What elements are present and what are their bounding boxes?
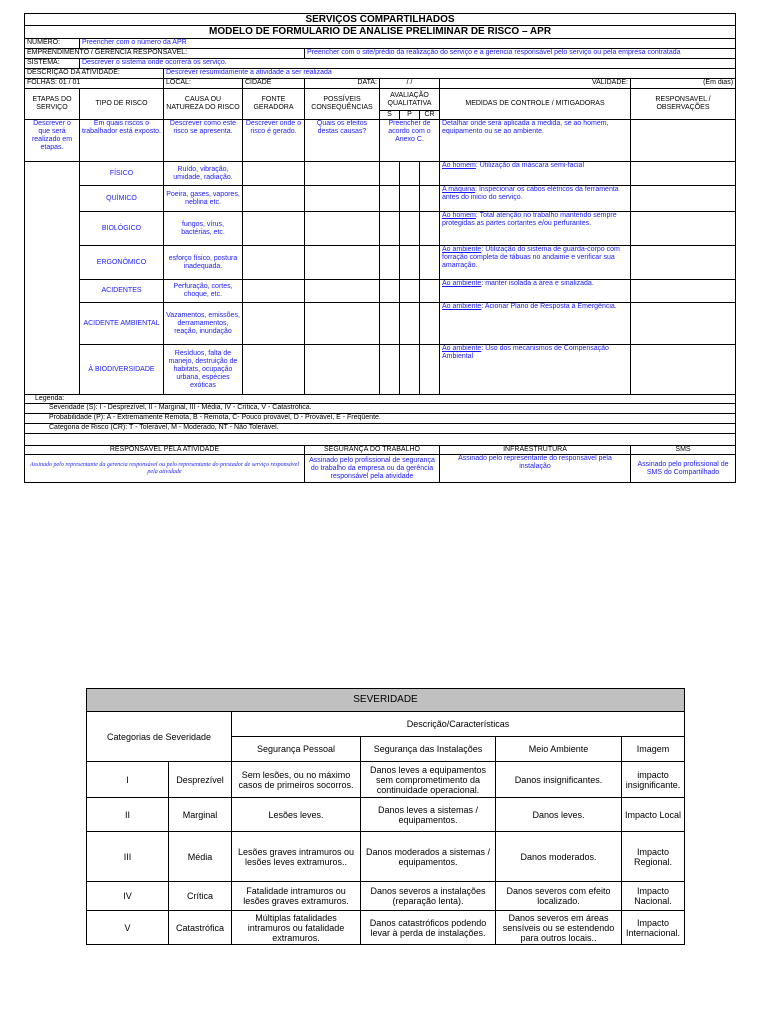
risk-measure: [440, 212, 631, 246]
cr-cell[interactable]: [420, 303, 440, 345]
instr-etapas[interactable]: Descrever o que será realizado em etapas.: [25, 120, 80, 162]
risk-row: [25, 345, 736, 395]
measure-text: : Utilização da máscara semi-facial: [475, 162, 585, 169]
header-conseq: POSSÍVEIS CONSEQUÊNCIAS: [305, 89, 380, 120]
resp-cell[interactable]: [631, 212, 736, 246]
p-cell[interactable]: [400, 280, 420, 303]
emp-label: EMPRENDIMENTO / GERÊNCIA RESPONSÁVEL:: [25, 49, 305, 59]
cr-cell[interactable]: [420, 186, 440, 212]
risk-type: ERGONÔMICO: [80, 246, 164, 280]
sig-sms-desc[interactable]: Assinado pelo profissional de SMS do Compartilhado: [631, 455, 736, 483]
validade-label: VALIDADE:: [440, 79, 631, 89]
measure-prefix: Ao ambiente: [442, 303, 482, 310]
severity-num: II: [87, 798, 169, 832]
folhas: FOLHAS: 01 / 01: [25, 79, 164, 89]
col-header: Segurança Pessoal: [232, 737, 361, 762]
measure-text: : Inspecionar os cabos elétricos da ferramenta antes do inicio do serviço.: [442, 186, 619, 201]
cat-header: Categorias de Severidade: [87, 712, 232, 762]
measure-text: : Utilização do sistema de guarda-corpo com forração completa de tábuas no andaime e verificar sua amarração.: [442, 246, 620, 269]
severity-num: III: [87, 832, 169, 882]
resp-cell[interactable]: [631, 246, 736, 280]
severity-c4: Impacto Regional.: [622, 832, 685, 882]
sig-resp-label: RESPONSÁVEL PELA ATIVIDADE: [25, 446, 305, 455]
measure-text: : Acionar Plano de Resposta à Emergência.: [481, 303, 617, 310]
severity-row: [87, 798, 685, 832]
instr-conseq[interactable]: Quais os efeitos destas causas?: [305, 120, 380, 162]
p-cell[interactable]: [400, 246, 420, 280]
instr-causa[interactable]: Descrever como este risco se apresenta.: [164, 120, 243, 162]
sistema-label: SISTEMA:: [25, 59, 80, 69]
risk-type: FÍSICO: [80, 162, 164, 186]
fonte-cell[interactable]: [243, 280, 305, 303]
risk-measure: [440, 186, 631, 212]
instr-resp[interactable]: [631, 120, 736, 162]
fonte-cell[interactable]: [243, 345, 305, 395]
sig-seg-label: SEGURANÇA DO TRABALHO: [305, 446, 440, 455]
cr-cell[interactable]: [420, 212, 440, 246]
p-cell[interactable]: [400, 303, 420, 345]
col-header: Meio Ambiente: [496, 737, 622, 762]
risk-measure: [440, 280, 631, 303]
severity-c4: Impacto Internacional.: [622, 911, 685, 945]
sistema-value[interactable]: Descrever o sistema onde ocorrerá os serviço.: [80, 59, 736, 69]
severity-c2: Danos leves a equipamentos sem comprometimento da continuidade operacional.: [361, 762, 496, 798]
s-cell[interactable]: [380, 246, 400, 280]
sig-sms-label: SMS: [631, 446, 736, 455]
measure-text: : Total atenção no trabalho mantendo sempre protegidas as partes cortantes e/ou perfurantes.: [442, 212, 617, 227]
severity-name: Crítica: [169, 882, 232, 911]
header-s: S: [380, 111, 400, 120]
severity-num: V: [87, 911, 169, 945]
data-label: DATA:: [305, 79, 380, 89]
legenda-categoria: Categoria de Risco (CR): T - Tolerável, M - Moderado, NT - Não Tolerável.: [25, 424, 736, 434]
severity-c2: Danos severos a instalações (reparação lenta).: [361, 882, 496, 911]
risk-measure: [440, 246, 631, 280]
severity-name: Marginal: [169, 798, 232, 832]
severity-c3: Danos leves.: [496, 798, 622, 832]
numero-label: NUMERO:: [25, 39, 80, 49]
legenda-severidade: Severidade (S): I - Desprezível, II - Marginal, III - Média, IV - Crítica, V - Catastrófica.: [25, 404, 736, 414]
conseq-cell[interactable]: [305, 280, 380, 303]
s-cell[interactable]: [380, 162, 400, 186]
cr-cell[interactable]: [420, 246, 440, 280]
header-fonte: FONTE GERADORA: [243, 89, 305, 120]
resp-cell[interactable]: [631, 345, 736, 395]
risk-cause: Perfuração, cortes, choque, etc.: [164, 280, 243, 303]
risk-row: [25, 246, 736, 280]
instr-fonte[interactable]: Descrever onde o risco é gerado.: [243, 120, 305, 162]
col-header: Imagem: [622, 737, 685, 762]
measure-prefix: A máquina: [442, 186, 476, 193]
sig-infra-label: INFRAESTRUTURA: [440, 446, 631, 455]
conseq-cell[interactable]: [305, 246, 380, 280]
severity-num: I: [87, 762, 169, 798]
desc-label: DESCRIÇÃO DA ATIVIDADE:: [25, 69, 164, 79]
s-cell[interactable]: [380, 280, 400, 303]
risk-row: [25, 186, 736, 212]
cidade-label: CIDADE: [243, 79, 305, 89]
header-p: P: [400, 111, 420, 120]
header-medidas: MEDIDAS DE CONTROLE / MITIGADORAS: [440, 89, 631, 120]
measure-prefix: Ao ambiente: [442, 280, 482, 287]
header-causa: CAUSA OU NATUREZA DO RISCO: [164, 89, 243, 120]
apr-form: [24, 13, 736, 483]
risk-row: [25, 162, 736, 186]
severidade-table: [86, 688, 685, 945]
risk-cause: Poeira, gases, vapores, neblina etc.: [164, 186, 243, 212]
local-label: LOCAL:: [164, 79, 243, 89]
instr-aval[interactable]: Preencher de acordo com o Anexo C.: [380, 120, 440, 162]
severity-c1: Múltiplas fatalidades intramuros ou fatalidade extramuros.: [232, 911, 361, 945]
conseq-cell[interactable]: [305, 303, 380, 345]
severity-c1: Sem lesões, ou no máximo casos de primeiros socorros.: [232, 762, 361, 798]
p-cell[interactable]: [400, 162, 420, 186]
severity-name: Catastrófica: [169, 911, 232, 945]
p-cell[interactable]: [400, 186, 420, 212]
instr-medidas[interactable]: Detalhar onde será aplicada a medida, se ao homem, equipamento ou se ao ambiente.: [440, 120, 631, 162]
cr-cell[interactable]: [420, 280, 440, 303]
fonte-cell[interactable]: [243, 246, 305, 280]
risk-type: ACIDENTES: [80, 280, 164, 303]
severity-c2: Danos leves a sistemas / equipamentos.: [361, 798, 496, 832]
emp-value[interactable]: Preencher com o site/prédio da realização do serviço e a gerencia responsável pelo serviço ou pela empresa contratada: [305, 49, 736, 59]
fonte-cell[interactable]: [243, 162, 305, 186]
risk-type: QUÍMICO: [80, 186, 164, 212]
severity-name: Desprezível: [169, 762, 232, 798]
fonte-cell[interactable]: [243, 186, 305, 212]
measure-prefix: Ao ambiente: [442, 246, 482, 253]
risk-measure: [440, 162, 631, 186]
resp-cell[interactable]: [631, 162, 736, 186]
severity-row: [87, 762, 685, 798]
risk-type: À BIODIVERSIDADE: [80, 345, 164, 395]
header-tipo: TIPO DE RISCO: [80, 89, 164, 120]
etapas-cell[interactable]: [25, 162, 80, 395]
measure-prefix: Ao homem: [442, 162, 476, 169]
severity-c4: Impacto Nacional.: [622, 882, 685, 911]
risk-row: [25, 280, 736, 303]
risk-cause: esforço físico, postura inadequada.: [164, 246, 243, 280]
s-cell[interactable]: [380, 212, 400, 246]
cr-cell[interactable]: [420, 345, 440, 395]
instr-tipo[interactable]: Em quais riscos o trabalhador está exposto.: [80, 120, 164, 162]
risk-cause: fungos, vírus, bactérias, etc.: [164, 212, 243, 246]
sig-seg-desc[interactable]: Assinado pelo profissional de segurança do trabalho da empresa ou da gerência responsável pela atividade: [305, 455, 440, 483]
risk-cause: Resíduos, falta de manejo, destruição de habitats, ocupação urbana, espécies exóticas: [164, 345, 243, 395]
s-cell[interactable]: [380, 186, 400, 212]
risk-type: ACIDENTE AMBIENTAL: [80, 303, 164, 345]
severity-name: Média: [169, 832, 232, 882]
severity-c1: Lesões graves intramuros ou lesões leves extramuros..: [232, 832, 361, 882]
conseq-cell[interactable]: [305, 162, 380, 186]
conseq-cell[interactable]: [305, 345, 380, 395]
severity-c2: Danos catastróficos podendo levar à perda de instalações.: [361, 911, 496, 945]
risk-type: BIOLÓGICO: [80, 212, 164, 246]
numero-value[interactable]: Preencher com o número da APR: [80, 39, 736, 49]
conseq-cell[interactable]: [305, 186, 380, 212]
resp-cell[interactable]: [631, 303, 736, 345]
severity-c2: Danos moderados a sistemas / equipamentos.: [361, 832, 496, 882]
measure-text: : manter isolada a área e sinalizada.: [481, 280, 594, 287]
fonte-cell[interactable]: [243, 212, 305, 246]
measure-prefix: Ao ambiente: [442, 345, 482, 352]
risk-cause: Ruído, vibração, umidade, radiação.: [164, 162, 243, 186]
header-resp: RESPONSAVEL / OBSERVAÇÕES: [631, 89, 736, 120]
form-title: SERVIÇOS COMPARTILHADOS: [25, 14, 736, 26]
severity-c3: Danos severos em áreas sensíveis ou se estendendo para outros locais..: [496, 911, 622, 945]
risk-cause: Vazamentos, emissões, derramamentos, reação, inundação: [164, 303, 243, 345]
header-etapas: ETAPAS DO SERVIÇO: [25, 89, 80, 120]
risk-row: [25, 212, 736, 246]
severity-c3: Danos moderados.: [496, 832, 622, 882]
severity-num: IV: [87, 882, 169, 911]
risk-measure: [440, 303, 631, 345]
p-cell[interactable]: [400, 345, 420, 395]
s-cell[interactable]: [380, 345, 400, 395]
legenda-title: Legenda:: [25, 395, 736, 404]
severidade-title: SEVERIDADE: [87, 689, 685, 712]
col-header: Segurança das Instalações: [361, 737, 496, 762]
cr-cell[interactable]: [420, 162, 440, 186]
resp-cell[interactable]: [631, 280, 736, 303]
severity-row: [87, 882, 685, 911]
form-subtitle: MODELO DE FORMULÁRIO DE ANÁLISE PRELIMINAR DE RISCO – APR: [25, 26, 736, 39]
severity-c3: Danos insignificantes.: [496, 762, 622, 798]
severity-c4: impacto insignificante.: [622, 762, 685, 798]
risk-row: [25, 303, 736, 345]
desc-value[interactable]: Descrever resumidamente a atividade a ser realizada: [164, 69, 736, 79]
spacer-row: [25, 434, 736, 446]
severity-c1: Lesões leves.: [232, 798, 361, 832]
fonte-cell[interactable]: [243, 303, 305, 345]
severity-row: [87, 911, 685, 945]
header-aval: AVALIAÇÃO QUALITATIVA: [380, 89, 440, 111]
desc-header: Descrição/Características: [232, 712, 685, 737]
resp-cell[interactable]: [631, 186, 736, 212]
severity-c1: Fatalidade intramuros ou lesões graves extramuros.: [232, 882, 361, 911]
p-cell[interactable]: [400, 212, 420, 246]
legenda-probabilidade: Probabilidade (P): A - Extremamente Remota, B - Remota, C- Pouco provável, D - Provável, E - Freqüente.: [25, 414, 736, 424]
s-cell[interactable]: [380, 303, 400, 345]
risk-measure: [440, 345, 631, 395]
data-value[interactable]: / /: [380, 79, 440, 89]
severity-row: [87, 832, 685, 882]
validade-value[interactable]: (Em dias): [631, 79, 736, 89]
measure-text: : Uso dos mecanismos de Compensação Ambiental: [442, 345, 609, 360]
measure-prefix: Ao homem: [442, 212, 476, 219]
header-cr: CR: [420, 111, 440, 120]
conseq-cell[interactable]: [305, 212, 380, 246]
sig-infra-desc[interactable]: Assinado pelo representante do responsável pela instalação: [440, 455, 631, 483]
severity-c3: Danos severos com efeito localizado.: [496, 882, 622, 911]
sig-resp-desc[interactable]: Assinado pelo representante da gerencia responsável ou pelo representante do prestador de serviço responsável pela atividade: [25, 455, 305, 483]
severity-c4: Impacto Local: [622, 798, 685, 832]
